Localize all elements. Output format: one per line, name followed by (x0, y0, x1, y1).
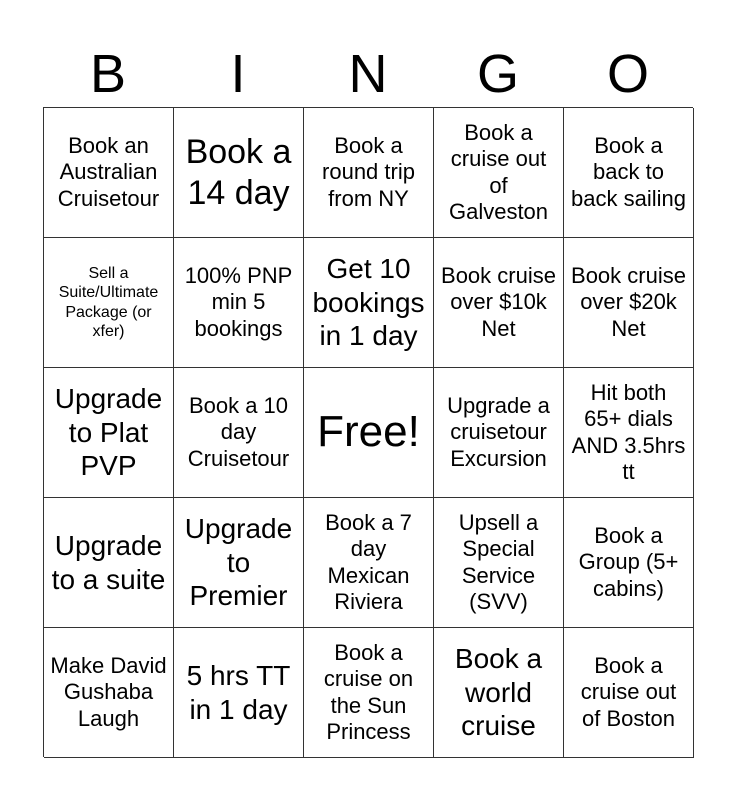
bingo-cell[interactable]: Book cruise over $10k Net (434, 238, 564, 368)
bingo-cell[interactable]: Book a 7 day Mexican Riviera (304, 498, 434, 628)
bingo-cell[interactable]: 100% PNP min 5 bookings (174, 238, 304, 368)
free-cell[interactable]: Free! (304, 368, 434, 498)
bingo-cell[interactable]: Book an Australian Cruisetour (44, 108, 174, 238)
bingo-cell[interactable]: Get 10 bookings in 1 day (304, 238, 434, 368)
header-letter-o: O (606, 44, 649, 104)
bingo-cell[interactable]: Upgrade to Plat PVP (44, 368, 174, 498)
bingo-cell[interactable]: Upgrade to a suite (44, 498, 174, 628)
bingo-cell[interactable]: Book a world cruise (434, 628, 564, 758)
bingo-cell[interactable]: Book a 14 day (174, 108, 304, 238)
bingo-card (43, 107, 693, 757)
bingo-cell[interactable]: Sell a Suite/Ultimate Package (or xfer) (44, 238, 174, 368)
bingo-cell[interactable]: Upsell a Special Service (SVV) (434, 498, 564, 628)
bingo-cell[interactable]: Hit both 65+ dials AND 3.5hrs tt (564, 368, 694, 498)
bingo-cell[interactable]: Upgrade a cruisetour Excursion (434, 368, 564, 498)
header-letter-g: G (476, 44, 519, 104)
bingo-cell[interactable]: Upgrade to Premier (174, 498, 304, 628)
bingo-cell[interactable]: Book cruise over $20k Net (564, 238, 694, 368)
bingo-cell[interactable]: Book a 10 day Cruisetour (174, 368, 304, 498)
bingo-cell[interactable]: Book a cruise out of Galveston (434, 108, 564, 238)
bingo-cell[interactable]: Book a round trip from NY (304, 108, 434, 238)
header-letter-i: I (230, 44, 246, 104)
bingo-cell[interactable]: Book a cruise on the Sun Princess (304, 628, 434, 758)
bingo-cell[interactable]: Book a cruise out of Boston (564, 628, 694, 758)
header-letter-n: N (348, 44, 388, 104)
bingo-cell[interactable]: Book a back to back sailing (564, 108, 694, 238)
bingo-cell[interactable]: Make David Gushaba Laugh (44, 628, 174, 758)
bingo-cell[interactable]: Book a Group (5+ cabins) (564, 498, 694, 628)
bingo-header (43, 42, 693, 106)
bingo-cell[interactable]: 5 hrs TT in 1 day (174, 628, 304, 758)
header-letter-b: B (89, 44, 127, 104)
